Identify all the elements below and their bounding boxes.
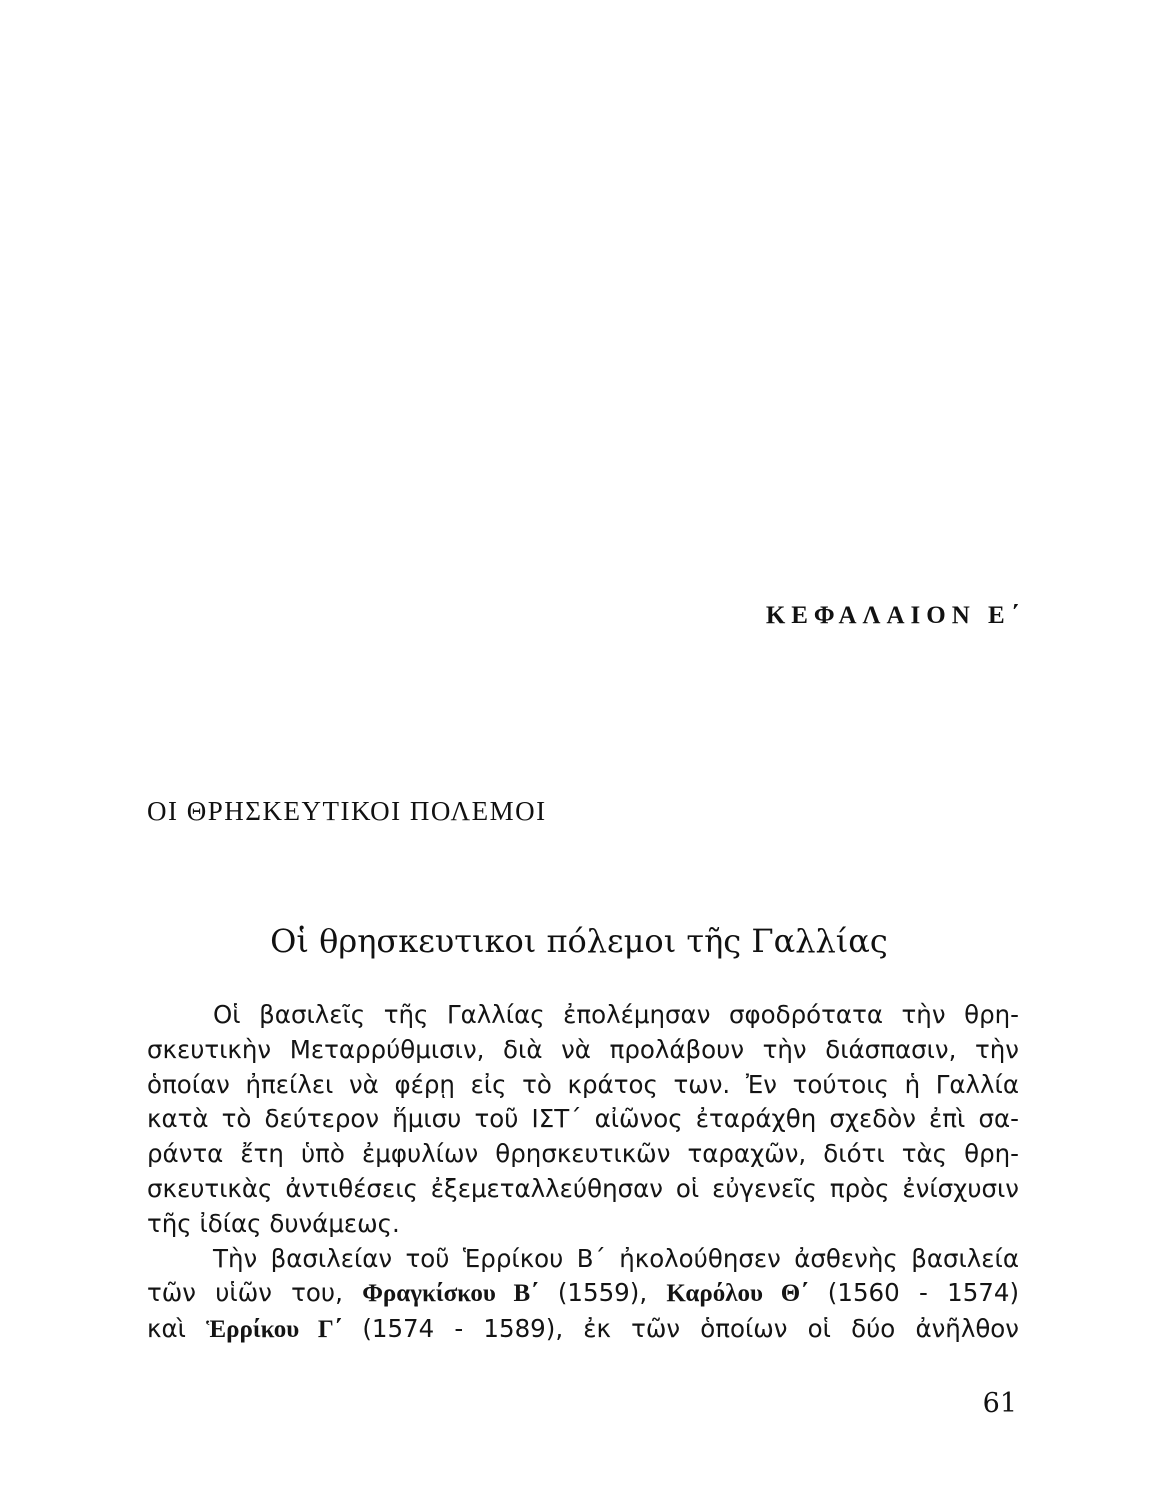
name-charles-ix: Καρόλου Θ΄ xyxy=(666,1280,809,1308)
paragraph-1-line-5: ράντα ἔτη ὑπὸ ἐμφυλίων θρησκευτικῶν ταραχῶν, διότι τὰς θρη- xyxy=(147,1139,1019,1169)
body-text xyxy=(147,998,1019,1348)
part-title: ΟΙ ΘΡΗΣΚΕΥΤΙΚΟΙ ΠΟΛΕΜΟΙ xyxy=(147,796,547,826)
paragraph-2-line-2 xyxy=(147,1276,1019,1312)
paragraph-2-line-1: Τὴν βασιλείαν τοῦ Ἑρρίκου Β΄ ἠκολούθησεν ἀσθενὴς βασιλεία xyxy=(213,1243,1019,1273)
text-run: (1559), xyxy=(557,1278,648,1308)
name-francis-ii: Φραγκίσκου Β΄ xyxy=(362,1280,539,1308)
chapter-label: ΚΕΦΑΛΑΙΟΝ Ε΄ xyxy=(765,602,1025,629)
paragraph-2-line-3 xyxy=(147,1312,1019,1348)
text-run: τῶν υἱῶν του, xyxy=(147,1278,343,1308)
text-run: (1574 - 1589), ἐκ τῶν ὁποίων οἱ δύο ἀνῆλθον xyxy=(362,1314,1019,1344)
text-run: (1560 - 1574) xyxy=(827,1278,1020,1308)
page-number: 61 xyxy=(982,1388,1017,1419)
paragraph-1-line-2: σκευτικὴν Μεταρρύθμισιν, διὰ νὰ προλάβουν τὴν διάσπασιν, τὴν xyxy=(147,1034,1019,1064)
paragraph-1-line-6: σκευτικὰς ἀντιθέσεις ἐξεμεταλλεύθησαν οἱ εὐγενεῖς πρὸς ἐνίσχυσιν xyxy=(147,1173,1019,1203)
paragraph-1-line-7: τῆς ἰδίας δυνάμεως. xyxy=(147,1208,400,1238)
paragraph-1-line-3: ὁποίαν ἠπείλει νὰ φέρῃ εἰς τὸ κράτος των. Ἐν τούτοις ἡ Γαλλία xyxy=(147,1069,1019,1099)
section-title: Οἱ θρησκευτικοι πόλεμοι τῆς Γαλλίας xyxy=(270,922,888,960)
name-henry-iii: Ἑρρίκου Γ΄ xyxy=(206,1316,343,1344)
text-run: καὶ xyxy=(147,1314,186,1344)
paragraph-1-line-1: Οἱ βασιλεῖς τῆς Γαλλίας ἐπολέμησαν σφοδρότατα τὴν θρη- xyxy=(213,1000,1019,1029)
paragraph-1-line-4: κατὰ τὸ δεύτερον ἥμισυ τοῦ ΙΣΤ΄ αἰῶνος ἐταράχθη σχεδὸν ἐπὶ σα- xyxy=(147,1104,1019,1134)
